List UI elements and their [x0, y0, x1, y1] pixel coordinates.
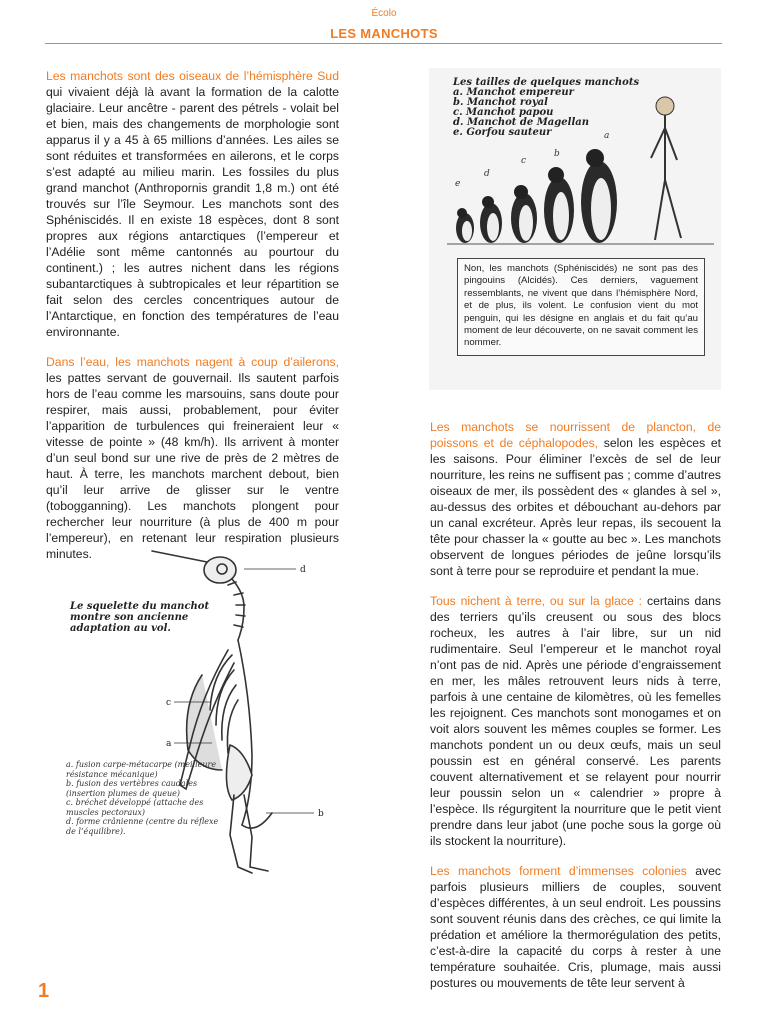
body-text: qui vivaient déjà là avant la formation de la calotte glaciaire. Leur ancêtre - parent des pétrels - volait bel et bien, mais des changements de morphologie sont apparus il y a 45 à 65 millions d’années. Les ailes se sont réduites et transformées en ailerons, et le corps s’est adapté au milieu marin. Les fossiles du plus grand manchot (Anthropornis grandit 1,8 m.) ont été trouvés sur l’île Seymour. Les manchots sont des Sphéniscidés. Il en existe 18 espèces, dont 8 sont propres aux régions antarctiques (l’empereur et l’Adélie sont même cantonnés au pourtour du continent.) ; les autres nichent dans les régions subantarctiques à subtropicales et leur répartition se fait selon des cercles concentriques autour de l’Antarctique, en fonction des températures de l’eau environnante.	[46, 85, 339, 339]
mark-d: d	[484, 169, 490, 179]
sizes-item: d. Manchot de Magellan	[453, 117, 589, 128]
brand-label: Écolo	[371, 8, 397, 19]
paragraph-swimming	[46, 354, 339, 562]
header-rule	[45, 43, 722, 44]
paragraph-nutrition	[430, 419, 721, 579]
mark-a: a	[604, 131, 610, 141]
mark-b: b	[318, 809, 324, 819]
mark-c: c	[166, 698, 172, 708]
sizes-item: b. Manchot royal	[453, 97, 548, 108]
page-number: 1	[38, 980, 50, 1002]
right-column	[430, 419, 721, 1005]
legend-item: c. bréchet développé (attache des muscles pectoraux)	[66, 798, 204, 817]
body-text: certains dans des terriers qu’ils creusent ou sous des blocs rocheux, les autres à l’air libre, sur un nid rudimentaire. Seul l’empereur et le manchot royal n’ont pas de nid. Après une période d’engraissement en mer, les mâles retrouvent leurs nids à terre, parfois à une centaine de kilomètres, où les femelles les rejoignent. Ces manchots sont monogames et on voit alors souvent les mêmes couples se former. Les manchots pondent un ou deux œufs, mais un seul poussin est en général conservé. Les parents couvent alternativement et se relayent pour nourrir leur poussin selon un « calendrier » propre à l’espèce. Ils régurgitent la nourriture que le petit vient prendre dans leur jabot (une poche sous la gorge où ils stockent la nourriture).	[430, 594, 721, 848]
mark-b: b	[554, 149, 560, 159]
paragraph-hemisphere	[46, 68, 339, 340]
penguin-sizes-figure	[429, 68, 721, 390]
sizes-legend	[453, 78, 639, 138]
penguin-a-drawing	[581, 149, 617, 243]
penguin-c-drawing	[511, 185, 537, 243]
mark-a: a	[166, 739, 172, 749]
skeleton-legend	[66, 760, 226, 836]
legend-item: a. fusion carpe-métacarpe (meilleure résistance mécanique)	[66, 760, 217, 779]
page-title: LES MANCHOTS	[330, 26, 438, 41]
sizes-item: c. Manchot papou	[453, 107, 554, 118]
sizes-item: e. Gorfou sauteur	[453, 127, 552, 138]
human-figure-drawing	[651, 97, 681, 240]
body-text: avec parfois plusieurs milliers de couples, souvent d’espèces différentes, à un seul endroit. Les poussins sont souvent réunis dans des crèches, ce qui limite la prédation et améliore la thermorégulation des petits, c’est-à-dire la capacité du corps à rester à une température souhaitée. Cris, plumage, mais aussi postures ou mouvements de tête leur servent à	[430, 864, 721, 990]
body-text: selon les espèces et les saisons. Pour éliminer l’excès de sel de leur nourriture, les reins ne suffisent pas ; comme d’autres oiseaux de mer, ils possèdent des « glandes à sel », au-dessus des orbites et débouchant au-dehors par un canal excréteur. Après leur repas, ils secouent la tête pour chasser la « goutte au bec ». Les manchots observent de longues périodes de jeûne lorsqu’ils sont à terre pour se reproduire et pendant la mue.	[430, 436, 722, 578]
skeleton-caption: Le squelette du manchot montre son ancienne adaptation au vol.	[70, 601, 210, 634]
lead-text: Tous nichent à terre, ou sur la glace :	[430, 594, 643, 608]
body-text: les pattes servant de gouvernail. Ils sautent parfois hors de l’eau comme les marsouins, sans doute pour respirer, mais aussi, probablement, pour éviter l’apparition de turbulences qui freineraient leur « vitesse de pointe » (48 km/h). Ils arrivent à monter d’un seul bond sur une rive de près de 2 mètres de haut. À terre, les manchots marchent debout, bien qu’il leur arrive de glisser sur le ventre (tobogganning). Les manchots plongent pour rechercher leur nourriture (à plus de 400 m pour l’empereur), en retenant leur respiration plusieurs minutes.	[46, 371, 339, 561]
mark-d: d	[300, 565, 306, 575]
left-column	[46, 68, 339, 576]
legend-item: b. fusion des vertèbres caudales (insertion plumes de queue)	[66, 779, 198, 798]
lead-text: Les manchots forment d’immenses colonies	[430, 864, 687, 878]
mark-e: e	[455, 179, 461, 189]
paragraph-nesting	[430, 593, 721, 849]
legend-item: d. forme crânienne (centre du réflexe de l’équilibre).	[66, 817, 219, 836]
lead-text: Les manchots sont des oiseaux de l’hémisphère Sud	[46, 69, 339, 83]
penguin-d-drawing	[480, 196, 502, 243]
penguin-e-drawing	[456, 208, 474, 243]
pingouin-note-box: Non, les manchots (Sphéniscidés) ne sont pas des pingouins (Alcidés). Ces derniers, vaguement ressemblants, ne vivent que dans l’hémisphère Nord, et de plus, ils volent. Le confusion vient du mot penguin, qui les désigne en anglais et du fait qu’au moment de leur découverte, on ne savait comment les nommer.	[457, 258, 705, 356]
penguin-b-drawing	[544, 167, 574, 243]
skeleton-figure	[62, 545, 342, 885]
sizes-heading: Les tailles de quelques manchots	[453, 77, 640, 88]
lead-text: Les manchots se nourrissent de plancton, de poissons et de céphalopodes,	[430, 420, 721, 450]
paragraph-colonies	[430, 863, 721, 991]
lead-text: Dans l’eau, les manchots nagent à coup d’ailerons,	[46, 355, 339, 369]
sizes-item: a. Manchot empereur	[453, 87, 574, 98]
mark-c: c	[521, 156, 527, 166]
